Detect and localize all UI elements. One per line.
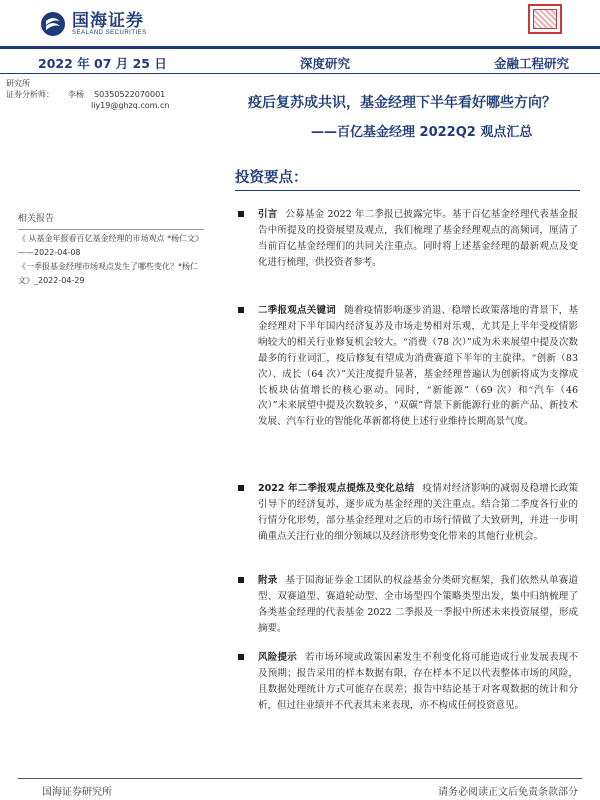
- section-heading: 投资要点：: [235, 170, 308, 186]
- report-type: 深度研究: [300, 56, 351, 71]
- analyst-email[interactable]: liy19@ghzq.com.cn: [91, 101, 170, 110]
- bullet-square-icon: [238, 211, 244, 217]
- bullet-text: 若市场环境或政策因素发生不利变化将可能造成行业发展表现不及预期；报告采用的样本数据有限，存在样本不足以代表整体市场的风险，且数据处理统计方式可能存在误差；报告中结论基于对客观数据的统计和分析，但过往业绩并不代表其未来表现，亦不构成任何投资意见。: [258, 652, 578, 711]
- bullet-square-icon: [238, 577, 244, 583]
- report-title: 疫后复苏成共识，基金经理下半年看好哪些方向？: [248, 95, 556, 111]
- brand-mark-icon: [40, 11, 66, 37]
- analyst-label: 证券分析师：: [6, 90, 54, 99]
- related-reports: [18, 212, 204, 288]
- bullet-keywords: [238, 303, 578, 430]
- report-subtitle: ——百亿基金经理 2022Q2 观点汇总: [311, 125, 533, 140]
- brand-name-en: SEALAND SECURITIES: [72, 30, 147, 36]
- bullet-lead: 引言: [258, 209, 278, 220]
- brand-name-cn: 国海证券: [72, 11, 144, 31]
- footer-org: 国海证券研究所: [42, 787, 112, 798]
- bullet-appendix: [238, 573, 578, 637]
- analyst-info: [6, 78, 165, 100]
- bullet-text: 疫情对经济影响的减弱及稳增长政策引导下的经济复苏，逐步成为基金经理的关注重点。结合第二季度各行业的行情分化形势，部分基金经理对之后的市场行情做了大致研判，并进一步明确重点关注行业的细分领域以及经济形势变化带来的其他行业机会。: [258, 483, 578, 542]
- bullet-risk: [238, 650, 578, 714]
- header-bar: [0, 46, 600, 74]
- analyst-org: 研究所: [6, 79, 30, 88]
- bullet-text: 随着疫情影响逐步消退、稳增长政策落地的背景下，基金经理对下半年国内经济复苏及市场走势相对乐观，尤其是上半年受疫情影响较大的相关行业修复机会较大。“消费（78 次）”成为未来展望中提及次数最多的行业词汇，疫后修复有望成为消费赛道下半年的主旋律。“创新（83 次）、成长（64 次）”关注度提升显著，基金经理普遍认为创新将成为支撑成长板块估值增长的核心驱动。同时，“新能源”（69 次）和“汽车（46 次）”未来展望中提及次数较多，“双碳”背景下新能源行业的新产品、新技术发展、汽车行业的智能化革新都将使上述行业维持长期高景气度。: [258, 305, 578, 428]
- bullet-square-icon: [238, 654, 244, 660]
- analyst-id: S0350522070001: [94, 90, 166, 99]
- footer-disclaimer: 请务必阅读正文后免责条款部分: [438, 787, 578, 798]
- seal-stamp-icon: [528, 4, 562, 34]
- bullet-text: 基于国海证券金工团队的权益基金分类研究框架，我们依然从单赛道型、双赛道型、赛道轮动型、全市场型四个策略类型出发，集中归纳梳理了各类基金经理的代表基金 2022 二季报及一季报中所述未来投资展望，形成摘要。: [258, 575, 578, 634]
- bullet-square-icon: [238, 307, 244, 313]
- section-divider: [235, 190, 580, 191]
- related-item[interactable]: 《 从基金年报看百亿基金经理的市场观点 *杨仁文》——2022-04-08: [18, 234, 204, 257]
- bullet-text: 公募基金 2022 年二季报已披露完毕。基于百亿基金经理代表基金报告中所提及的投资展望及观点，我们梳理了基金经理观点的高频词，厘清了当前百亿基金经理们的共同关注重点。同时将上述基金经理的最新观点及变化进行梳理，供投资者参考。: [258, 209, 578, 268]
- brand-logo: [40, 6, 147, 42]
- report-date: 2022 年 07 月 25 日: [38, 56, 167, 71]
- bullet-square-icon: [238, 485, 244, 491]
- footer-divider: [18, 778, 582, 779]
- related-item[interactable]: 《一季报基金经理市场观点发生了哪些变化？*杨仁文》_2022-04-29: [18, 262, 198, 285]
- bullet-lead: 二季报观点关键词: [258, 305, 337, 316]
- bullet-summary: [238, 481, 578, 545]
- report-category: 金融工程研究: [494, 56, 570, 71]
- bullet-intro: [238, 207, 578, 271]
- related-heading: 相关报告: [18, 214, 55, 224]
- bullet-lead: 风险提示: [258, 652, 298, 663]
- bullet-lead: 附录: [258, 575, 278, 586]
- bullet-lead: 2022 年二季报观点提炼及变化总结: [258, 483, 415, 494]
- related-divider: [18, 229, 204, 230]
- analyst-name: 李杨: [68, 90, 84, 99]
